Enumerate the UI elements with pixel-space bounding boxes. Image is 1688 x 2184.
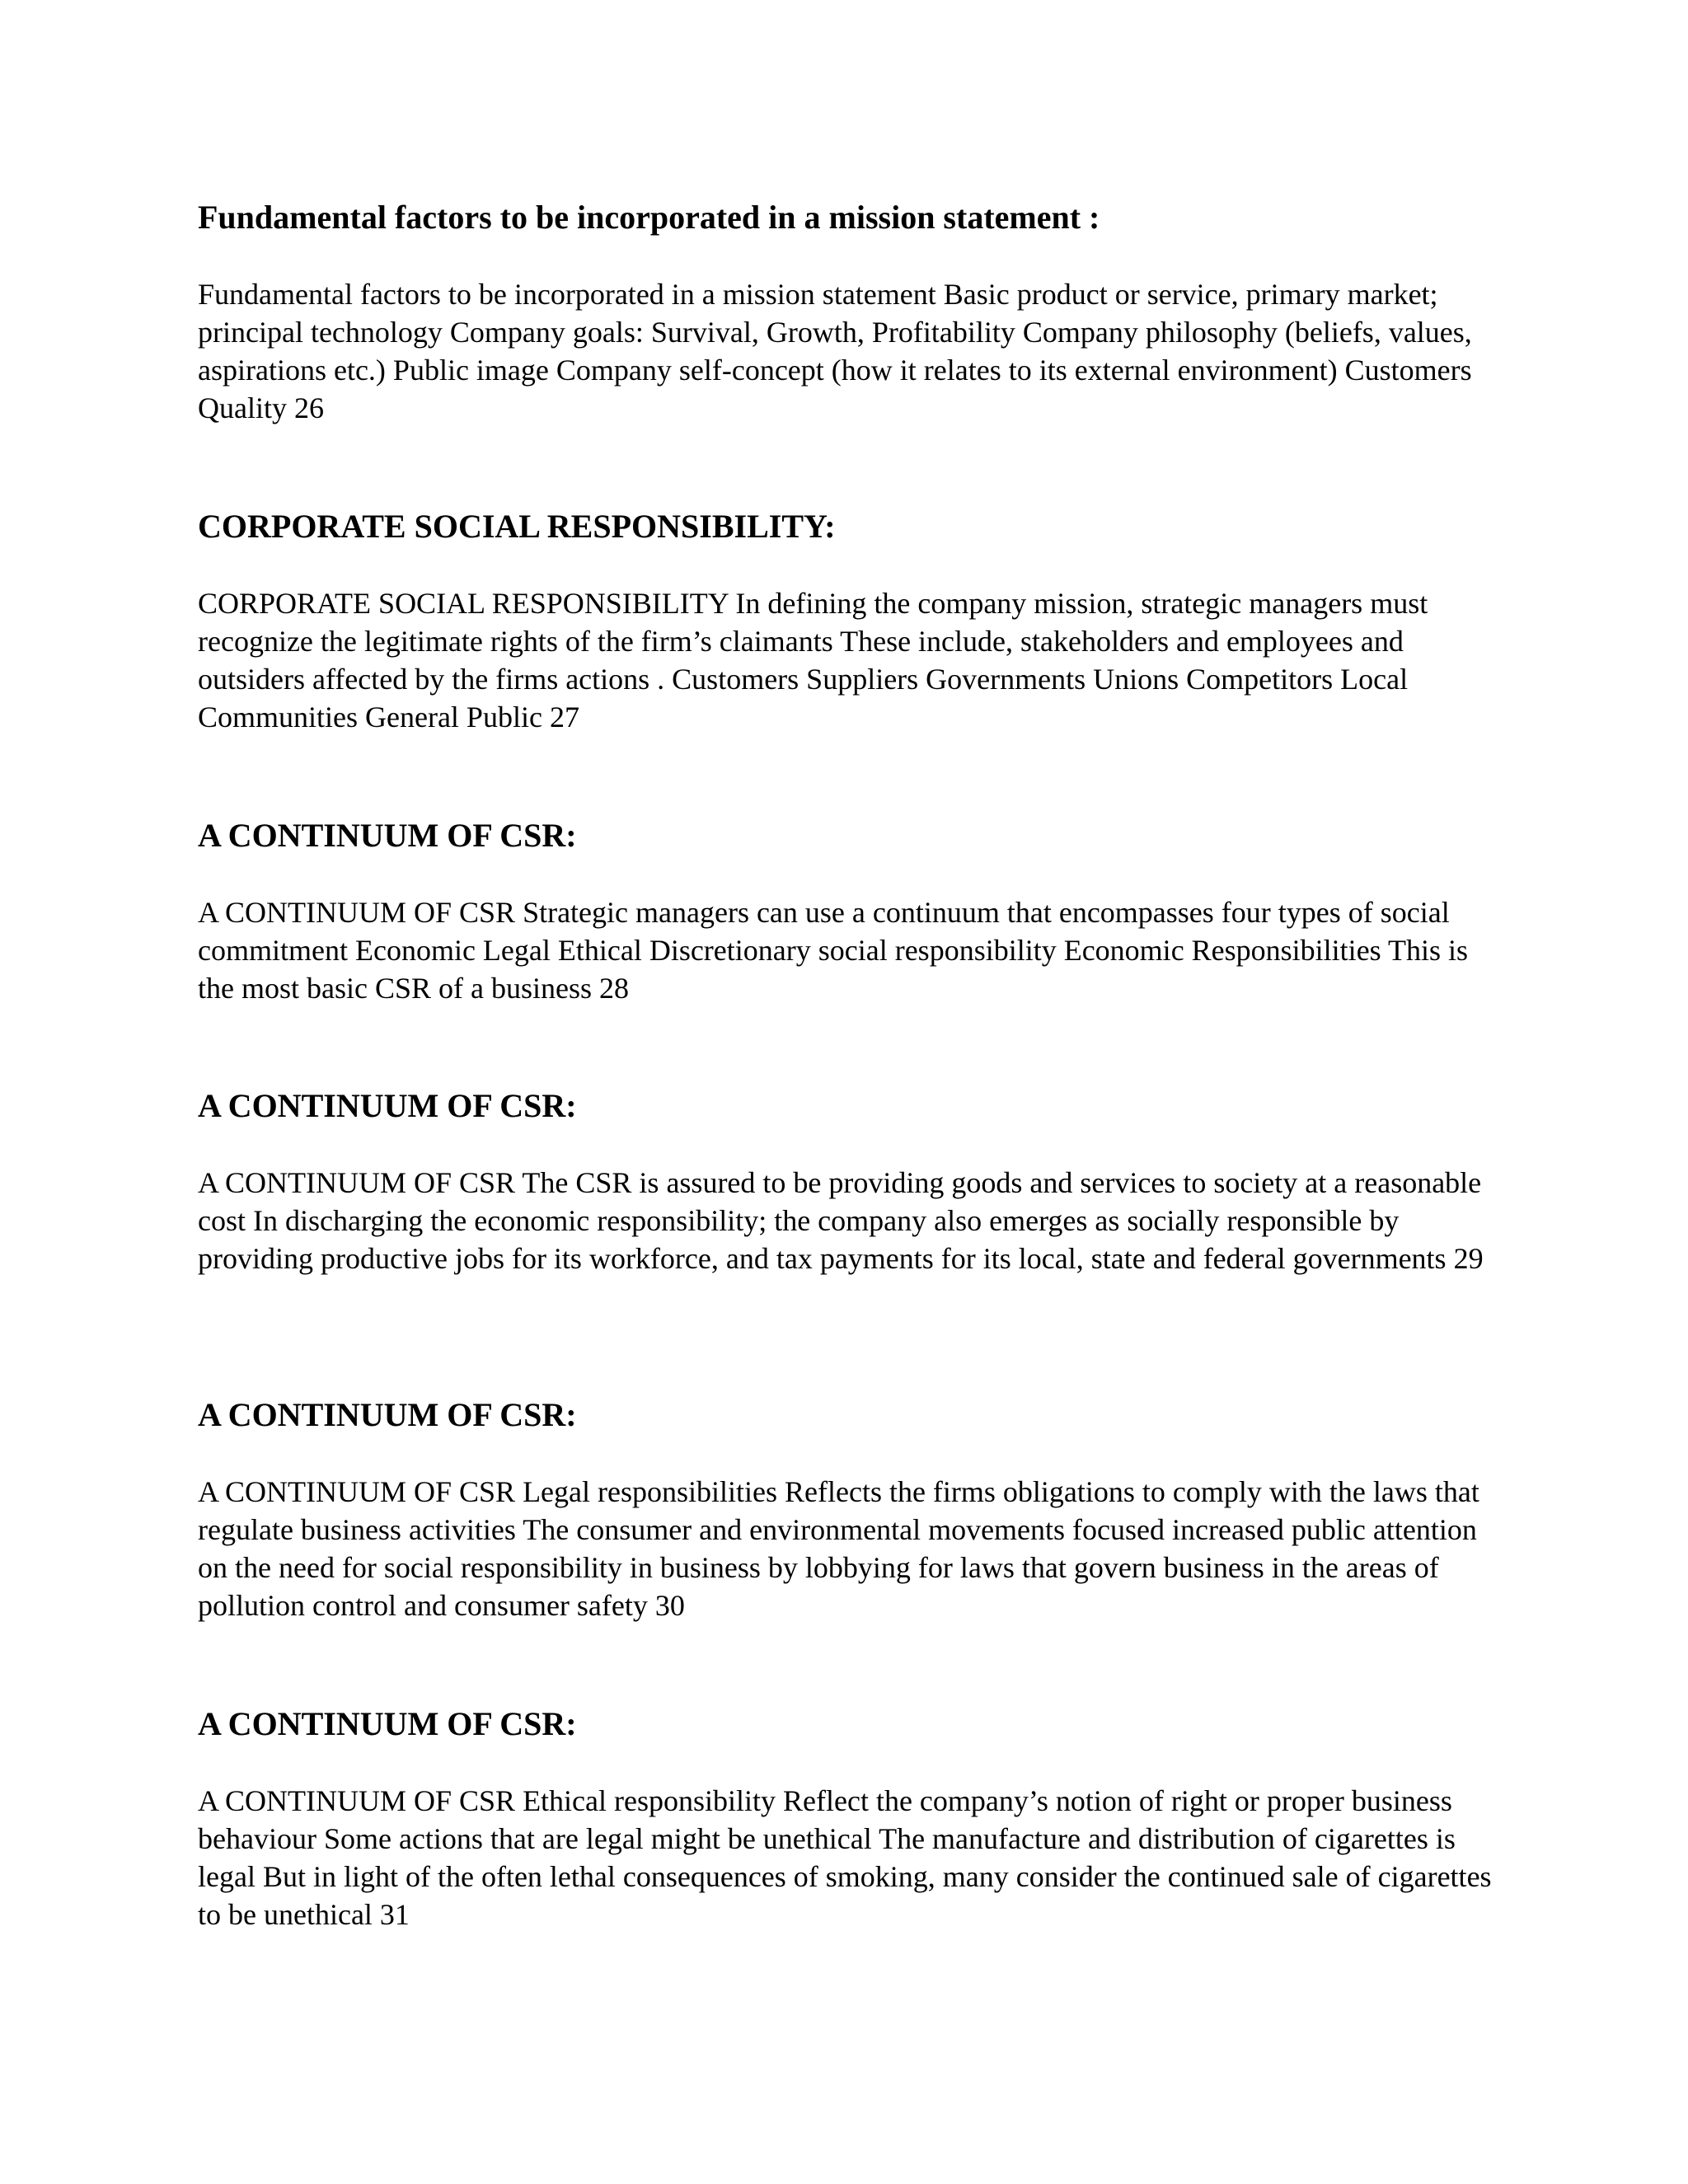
section-body: A CONTINUUM OF CSR Ethical responsibility Reflect the company’s notion of right or proper business behaviour Some actions that are legal might be unethical The manufacture and distribution of cigarettes is legal But in light of the often lethal consequences of smoking, many consider the continued sale of cigarettes to be unethical 31 [198,1784,1492,1931]
section-body: CORPORATE SOCIAL RESPONSIBILITY In defining the company mission, strategic managers must recognize the legitimate rights of the firm’s claimants These include, stakeholders and employees and outsiders affected by the firms actions . Customers Suppliers Governments Unions Competitors Local Communities General Public 27 [198,587,1428,733]
section-heading: A CONTINUUM OF CSR: [198,817,577,854]
section-continuum-3 [198,1395,1492,1622]
section-body: A CONTINUUM OF CSR The CSR is assured to be providing goods and services to society at a reasonable cost In discharging the economic responsibility; the company also emerges as socially responsible by providing productive jobs for its workforce, and tax payments for its local, state and federal governments 29 [198,1166,1484,1275]
section-body: Fundamental factors to be incorporated in a mission statement Basic product or service, primary market; principal technology Company goals: Survival, Growth, Profitability Company philosophy (beliefs, values, aspirations etc.) Public image Company self-concept (how it relates to its external environment) Customers Quality 26 [198,278,1472,424]
section-body: A CONTINUUM OF CSR Legal responsibilities Reflects the firms obligations to comply with the laws that regulate business activities The consumer and environmental movements focused increased public attention on the need for social responsibility in business by lobbying for laws that govern business in the areas of pollution control and consumer safety 30 [198,1475,1479,1622]
section-csr [198,507,1492,733]
section-continuum-4 [198,1704,1492,1931]
section-heading: A CONTINUUM OF CSR: [198,1396,577,1433]
section-heading: Fundamental factors to be incorporated in a mission statement : [198,199,1100,236]
section-heading: A CONTINUUM OF CSR: [198,1705,577,1742]
section-mission-statement [198,198,1492,424]
section-heading: A CONTINUUM OF CSR: [198,1087,577,1124]
section-continuum-2 [198,1086,1492,1275]
section-body: A CONTINUUM OF CSR Strategic managers can use a continuum that encompasses four types of social commitment Economic Legal Ethical Discretionary social responsibility Economic Responsibilities This is the most basic CSR of a business 28 [198,896,1469,1005]
section-continuum-1 [198,816,1492,1005]
section-heading: CORPORATE SOCIAL RESPONSIBILITY: [198,508,836,545]
